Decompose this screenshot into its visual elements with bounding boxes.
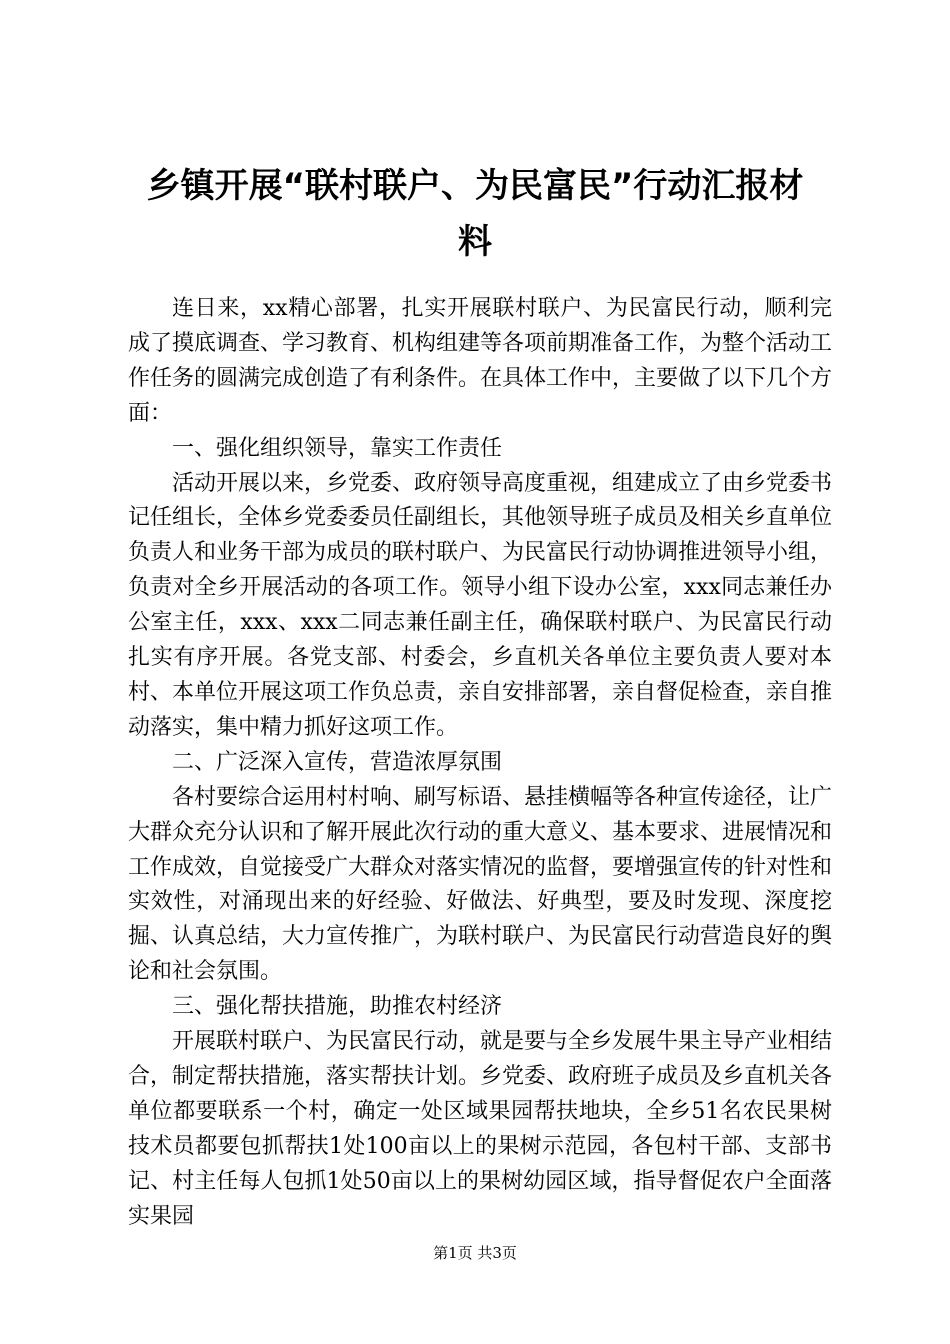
document-body <box>128 292 832 1234</box>
section-paragraph-2: 各村要综合运用村村响、刷写标语、悬挂横幅等各种宣传途径，让广大群众充分认识和了解开展此次行动的重大意义、基本要求、进展情况和工作成效，自觉接受广大群众对落实情况的监督，要增强宣传的针对性和实效性，对涌现出来的好经验、好做法、好典型，要及时发现、深度挖掘、认真总结，大力宣传推广，为联村联户、为民富民行动营造良好的舆论和社会氛围。 <box>128 784 833 985</box>
document-title-continued: 料 <box>458 222 492 262</box>
page-number-footer: 第1页 共3页 <box>433 1244 517 1262</box>
section-heading-3: 三、强化帮扶措施，助推农村经济 <box>172 994 503 1020</box>
section-paragraph-3: 开展联村联户、为民富民行动，就是要与全乡发展牛果主导产业相结合，制定帮扶措施，落实帮扶计划。乡党委、政府班子成员及乡直机关各单位都要联系一个村，确定一处区域果园帮扶地块，全乡51名农民果树技术员都要包抓帮扶1处100亩以上的果树示范园，各包村干部、支部书记、村主任每人包抓1处50亩以上的果树幼园区域，指导督促农户全面落实果园 <box>128 1029 833 1229</box>
section-paragraph-1: 活动开展以来，乡党委、政府领导高度重视，组建成立了由乡党委书记任组长，全体乡党委委员任副组长，其他领导班子成员及相关乡直单位负责人和业务干部为成员的联村联户、为民富民行动协调推进领导小组，负责对全乡开展活动的各项工作。领导小组下设办公室，xxx同志兼任办公室主任，xxx、xxx二同志兼任副主任，确保联村联户、为民富民行动扎实有序开展。各党支部、村委会，乡直机关各单位主要负责人要对本村、本单位开展这项工作负总责，亲自安排部署，亲自督促检查，亲自推动落实，集中精力抓好这项工作。 <box>128 470 833 740</box>
section-heading-2: 二、广泛深入宣传，营造浓厚氛围 <box>172 749 503 775</box>
document-title: 乡镇开展“联村联户、为民富民”行动汇报材 <box>146 166 804 206</box>
section-heading-1: 一、强化组织领导，靠实工作责任 <box>172 435 503 461</box>
intro-paragraph: 连日来，xx精心部署，扎实开展联村联户、为民富民行动，顺利完成了摸底调查、学习教育、机构组建等各项前期准备工作，为整个活动工作任务的圆满完成创造了有利条件。在具体工作中，主要做了以下几个方面： <box>128 296 833 426</box>
